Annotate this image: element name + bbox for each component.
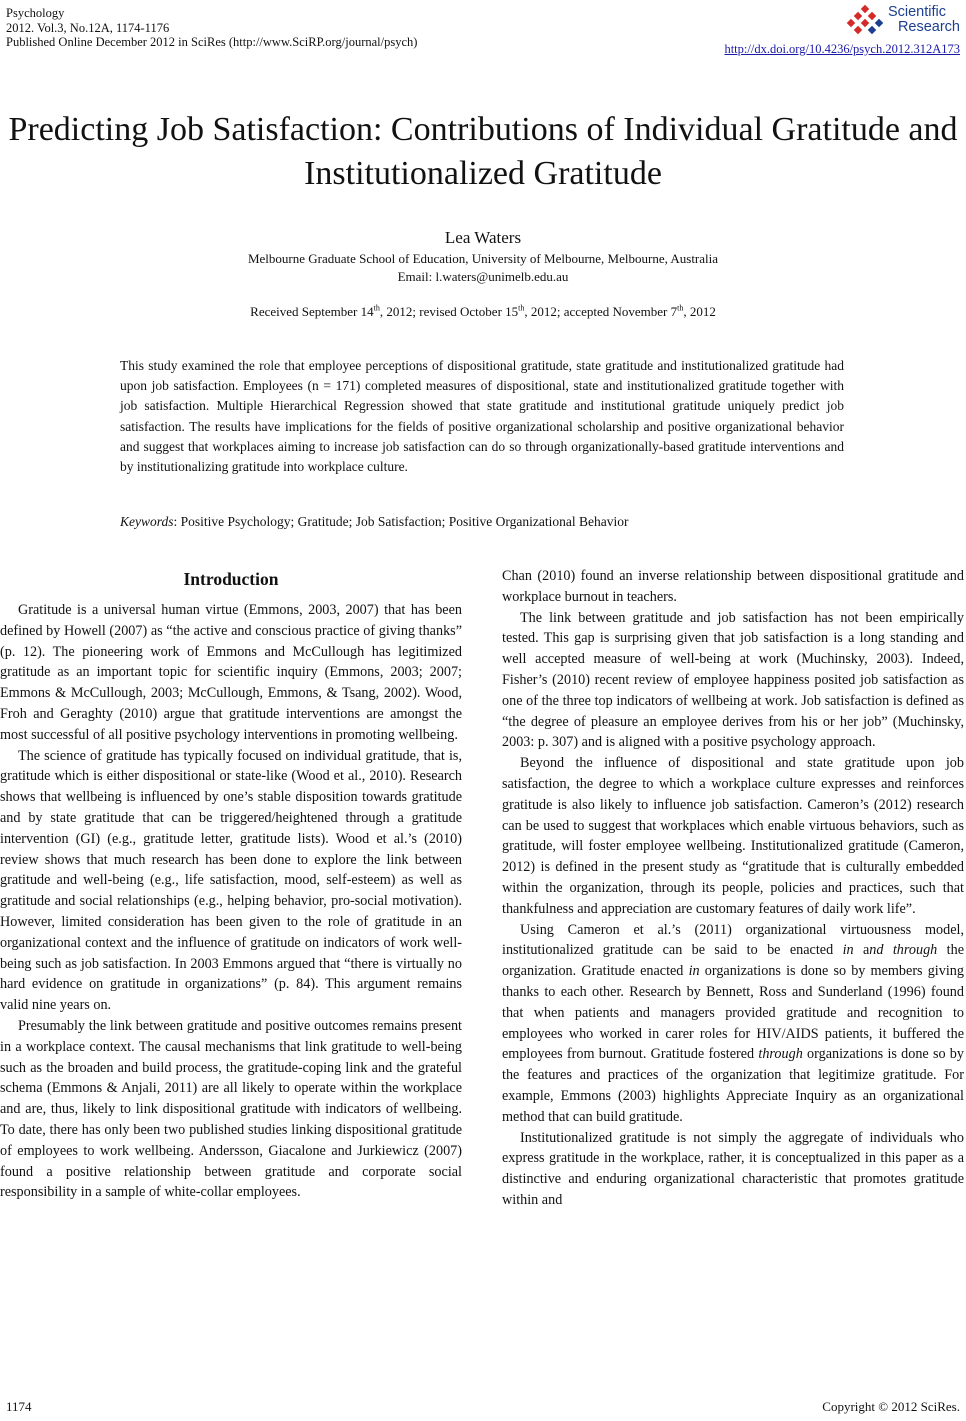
section-heading-introduction: Introduction (183, 569, 279, 589)
italic-run: in (842, 942, 854, 959)
keywords-list: : Positive Psychology; Gratitude; Job Satisfaction; Positive Organizational Behavior (173, 514, 629, 529)
doi-link[interactable]: http://dx.doi.org/10.4236/psych.2012.312A173 (724, 42, 960, 56)
left-column (0, 566, 462, 1203)
logo-line-2: Research (897, 19, 960, 35)
body-paragraph: The science of gratitude has typically focused on individual gratitude, that is, gratitude which is either dispositional or state-like (Wood et al., 2010). Research shows that wellbeing is influenced by one’s stable disposition towards gratitude and by state gratitude that can be triggered/heightened through a gratitude intervention (GI) (e.g., gratitude letter, gratitude lists). Wood et al.’s (2010) review shows that much research has been done to explore the link between gratitude and well-being (e.g., life satisfaction, mood, self-esteem) as well as gratitude and social relationships (e.g., helping behavior, pro-social motivation). However, limited consideration has been given to the role of gratitude in an organizational context and the influence of gratitude on indicators of work well-being such as job satisfaction. In 2003 Emmons argued that “there is virtually no hard evidence on gratitude in organizations” (p. 84). This argument remains valid nine years on. (0, 747, 462, 1014)
abstract: This study examined the role that employee perceptions of dispositional gratitude, state gratitude and institutionalized gratitude had upon job satisfaction. Employees (n = 171) completed measures of dispositional, state and institutionalized gratitude together with job satisfaction. Multiple Hierarchical Regression showed that state gratitude and institutional gratitude uniquely predict job satisfaction. The results have implications for the fields of positive organizational scholarship and positive organizational behavior and suggest that workplaces aiming to increase job satisfaction can do so through organizationally-based gratitude interventions and by institutionalizing gratitude into workplace culture. (120, 358, 844, 475)
affiliation: Melbourne Graduate School of Education, University of Melbourne, Melbourne, Australia (247, 251, 719, 266)
journal-header (6, 6, 417, 50)
italic-run: in (688, 963, 700, 980)
body-paragraph-virtuousness (502, 920, 964, 1128)
paper-title: Predicting Job Satisfaction: Contributions of Individual Gratitude and Institutionalized Gratitude (8, 111, 958, 192)
submission-dates (0, 304, 966, 320)
author-name: Lea Waters (444, 228, 522, 247)
superscript: th (518, 303, 525, 313)
body-paragraph: Presumably the link between gratitude and positive outcomes remains present in a workplace context. The causal mechanisms that link gratitude to well-being such as the broaden and build process, the gratitude-coping link and the grateful schema (Emmons & Anjali, 2011) are all likely to operate within the workplace and are, thus, likely to link dispositional gratitude with indicators of wellbeing. To date, there has only been two published studies linking dispositional gratitude of employees to work wellbeing. Andersson, Giacalone and Jurkiewicz (2007) found a positive relationship between gratitude and corporate social responsibility in a sample of white-collar employees. (0, 1017, 462, 1201)
text-run: a (853, 942, 870, 959)
logo-text (888, 5, 960, 35)
text-run: the organization. Gratitude enacted (502, 942, 964, 980)
keywords (120, 514, 844, 530)
text-run: organizations is done so by the features and practices of the organization that legitimize gratitude. For example, Emmons (2003) highlights Appreciate Inquiry as an organizational method that can build gratitude. (502, 1046, 964, 1125)
right-column (502, 566, 964, 1211)
logo-line-1: Scientific (887, 4, 946, 20)
body-paragraph: Gratitude is a universal human virtue (Emmons, 2003, 2007) that has been defined by Howell (2007) as “the active and conscious practice of giving thanks” (p. 12). The pioneering work of Emmons and McCullough has legitimized gratitude as an important topic for scientific inquiry (Emmons, 2003; 2007; Emmons & McCullough, 2003; McCullough, Emmons, & Tsang, 2002). Wood, Froh and Geraghty (2010) argue that gratitude interventions are amongst the most successful of all positive psychology interventions in promoting wellbeing. (0, 602, 462, 743)
author-affiliation-block (0, 250, 966, 286)
text-run: organizations is done so by members giving thanks to each other. Research by Bennett, Ross and Sunderland (1996) found that when patients and managers provided gratitude and recognition to employees who worked in carer roles for HIV/AIDS patients, it buffered the employees from burnout. Gratitude fostered (502, 963, 964, 1063)
received-date: Received September 14 (250, 304, 374, 319)
revised-date: , 2012; revised October 15 (379, 304, 519, 319)
superscript: th (373, 303, 380, 313)
body-paragraph: Chan (2010) found an inverse relationship between dispositional gratitude and workplace burnout in teachers. (502, 568, 964, 605)
keywords-label: Keywords (120, 514, 174, 529)
body-paragraph: Institutionalized gratitude is not simply the aggregate of individuals who express gratitude in the workplace, rather, it is conceptualized in this paper as a distinctive and enduring organizational characteristic that promotes gratitude within and (502, 1129, 964, 1208)
scientific-research-logo-icon (846, 4, 884, 36)
email: Email: l.waters@unimelb.edu.au (397, 269, 569, 284)
page-number: 1174 (6, 1399, 32, 1414)
date-tail: , 2012 (683, 304, 716, 319)
italic-run: nd through (869, 942, 938, 959)
superscript: th (677, 303, 684, 313)
italic-run: through (758, 1046, 803, 1063)
body-paragraph: The link between gratitude and job satisfaction has not been empirically tested. This gap is surprising given that job satisfaction is a long standing and well accepted measure of well-being at work (Muchinsky, 2003). Indeed, Fisher’s (2010) recent review of employee happiness posited job satisfaction as one of the three top indicators of wellbeing at work. Job satisfaction is defined as “the degree of pleasure an employee derives from his or her job” (Muchinsky, 2003: p. 307) and is aligned with a positive psychology approach. (502, 609, 964, 751)
body-paragraph: Beyond the influence of dispositional and state gratitude upon job satisfaction, the degree to which a workplace culture expresses and reinforces gratitude is also likely to influence job satisfaction. Cameron’s (2012) research can be used to suggest that workplaces which enable virtuous behaviors, such as gratitude, will foster employee wellbeing. Institutionalized gratitude (Cameron, 2012) is defined in the present study as “gratitude that is culturally embedded within the organization, through its people, policies and practices, such that thankfulness and appreciation are customary features of daily work life”. (502, 755, 964, 917)
accepted-date: , 2012; accepted November 7 (524, 304, 678, 319)
journal-name: Psychology (6, 6, 65, 20)
publisher-logo (846, 2, 960, 38)
copyright: Copyright © 2012 SciRes. (822, 1399, 960, 1414)
text-run: Using Cameron et al.’s (2011) organizational virtuousness model, institutionalized gratitude can be said to be enacted (502, 921, 964, 959)
journal-published: Published Online December 2012 in SciRes (http://www.SciRP.org/journal/psych) (6, 35, 418, 49)
journal-volume: 2012. Vol.3, No.12A, 1174-1176 (6, 20, 170, 35)
